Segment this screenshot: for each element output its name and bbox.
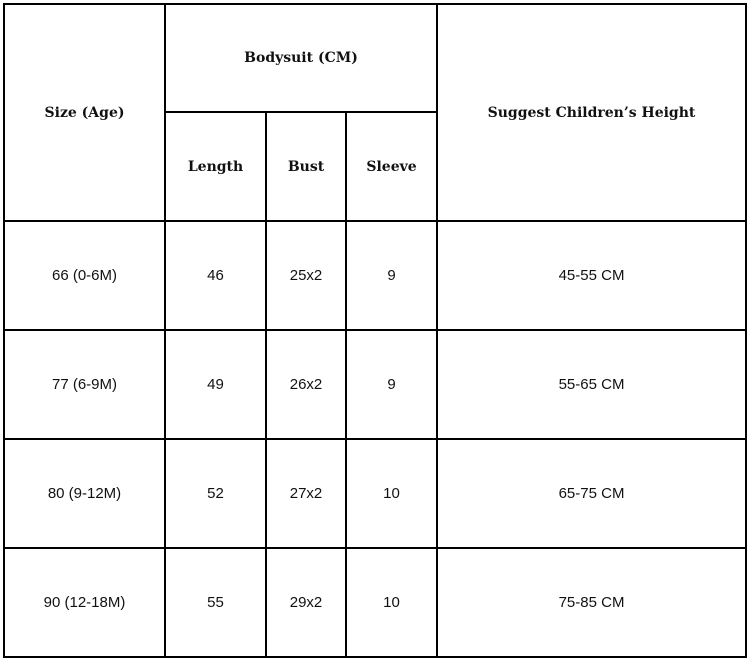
header-row-top: [4, 4, 746, 112]
cell-height: 65-75 CM: [437, 439, 746, 548]
cell-bust: 26x2: [266, 330, 346, 439]
header-suggested-height: Suggest Children’s Height: [437, 4, 746, 221]
size-chart-table: [3, 3, 747, 658]
header-sleeve: Sleeve: [346, 112, 437, 221]
cell-length: 52: [165, 439, 266, 548]
cell-size: 77 (6-9M): [4, 330, 165, 439]
cell-sleeve: 9: [346, 330, 437, 439]
cell-bust: 27x2: [266, 439, 346, 548]
cell-height: 75-85 CM: [437, 548, 746, 657]
cell-size: 66 (0-6M): [4, 221, 165, 330]
header-size-age: Size (Age): [4, 4, 165, 221]
cell-length: 55: [165, 548, 266, 657]
cell-bust: 25x2: [266, 221, 346, 330]
table-row: [4, 439, 746, 548]
table-row: [4, 221, 746, 330]
header-bodysuit-group: Bodysuit (CM): [165, 4, 437, 112]
cell-size: 80 (9-12M): [4, 439, 165, 548]
header-bust: Bust: [266, 112, 346, 221]
cell-length: 49: [165, 330, 266, 439]
cell-length: 46: [165, 221, 266, 330]
cell-height: 55-65 CM: [437, 330, 746, 439]
cell-size: 90 (12-18M): [4, 548, 165, 657]
cell-sleeve: 10: [346, 439, 437, 548]
header-length: Length: [165, 112, 266, 221]
cell-height: 45-55 CM: [437, 221, 746, 330]
table-row: [4, 330, 746, 439]
table-row: [4, 548, 746, 657]
cell-bust: 29x2: [266, 548, 346, 657]
cell-sleeve: 10: [346, 548, 437, 657]
cell-sleeve: 9: [346, 221, 437, 330]
